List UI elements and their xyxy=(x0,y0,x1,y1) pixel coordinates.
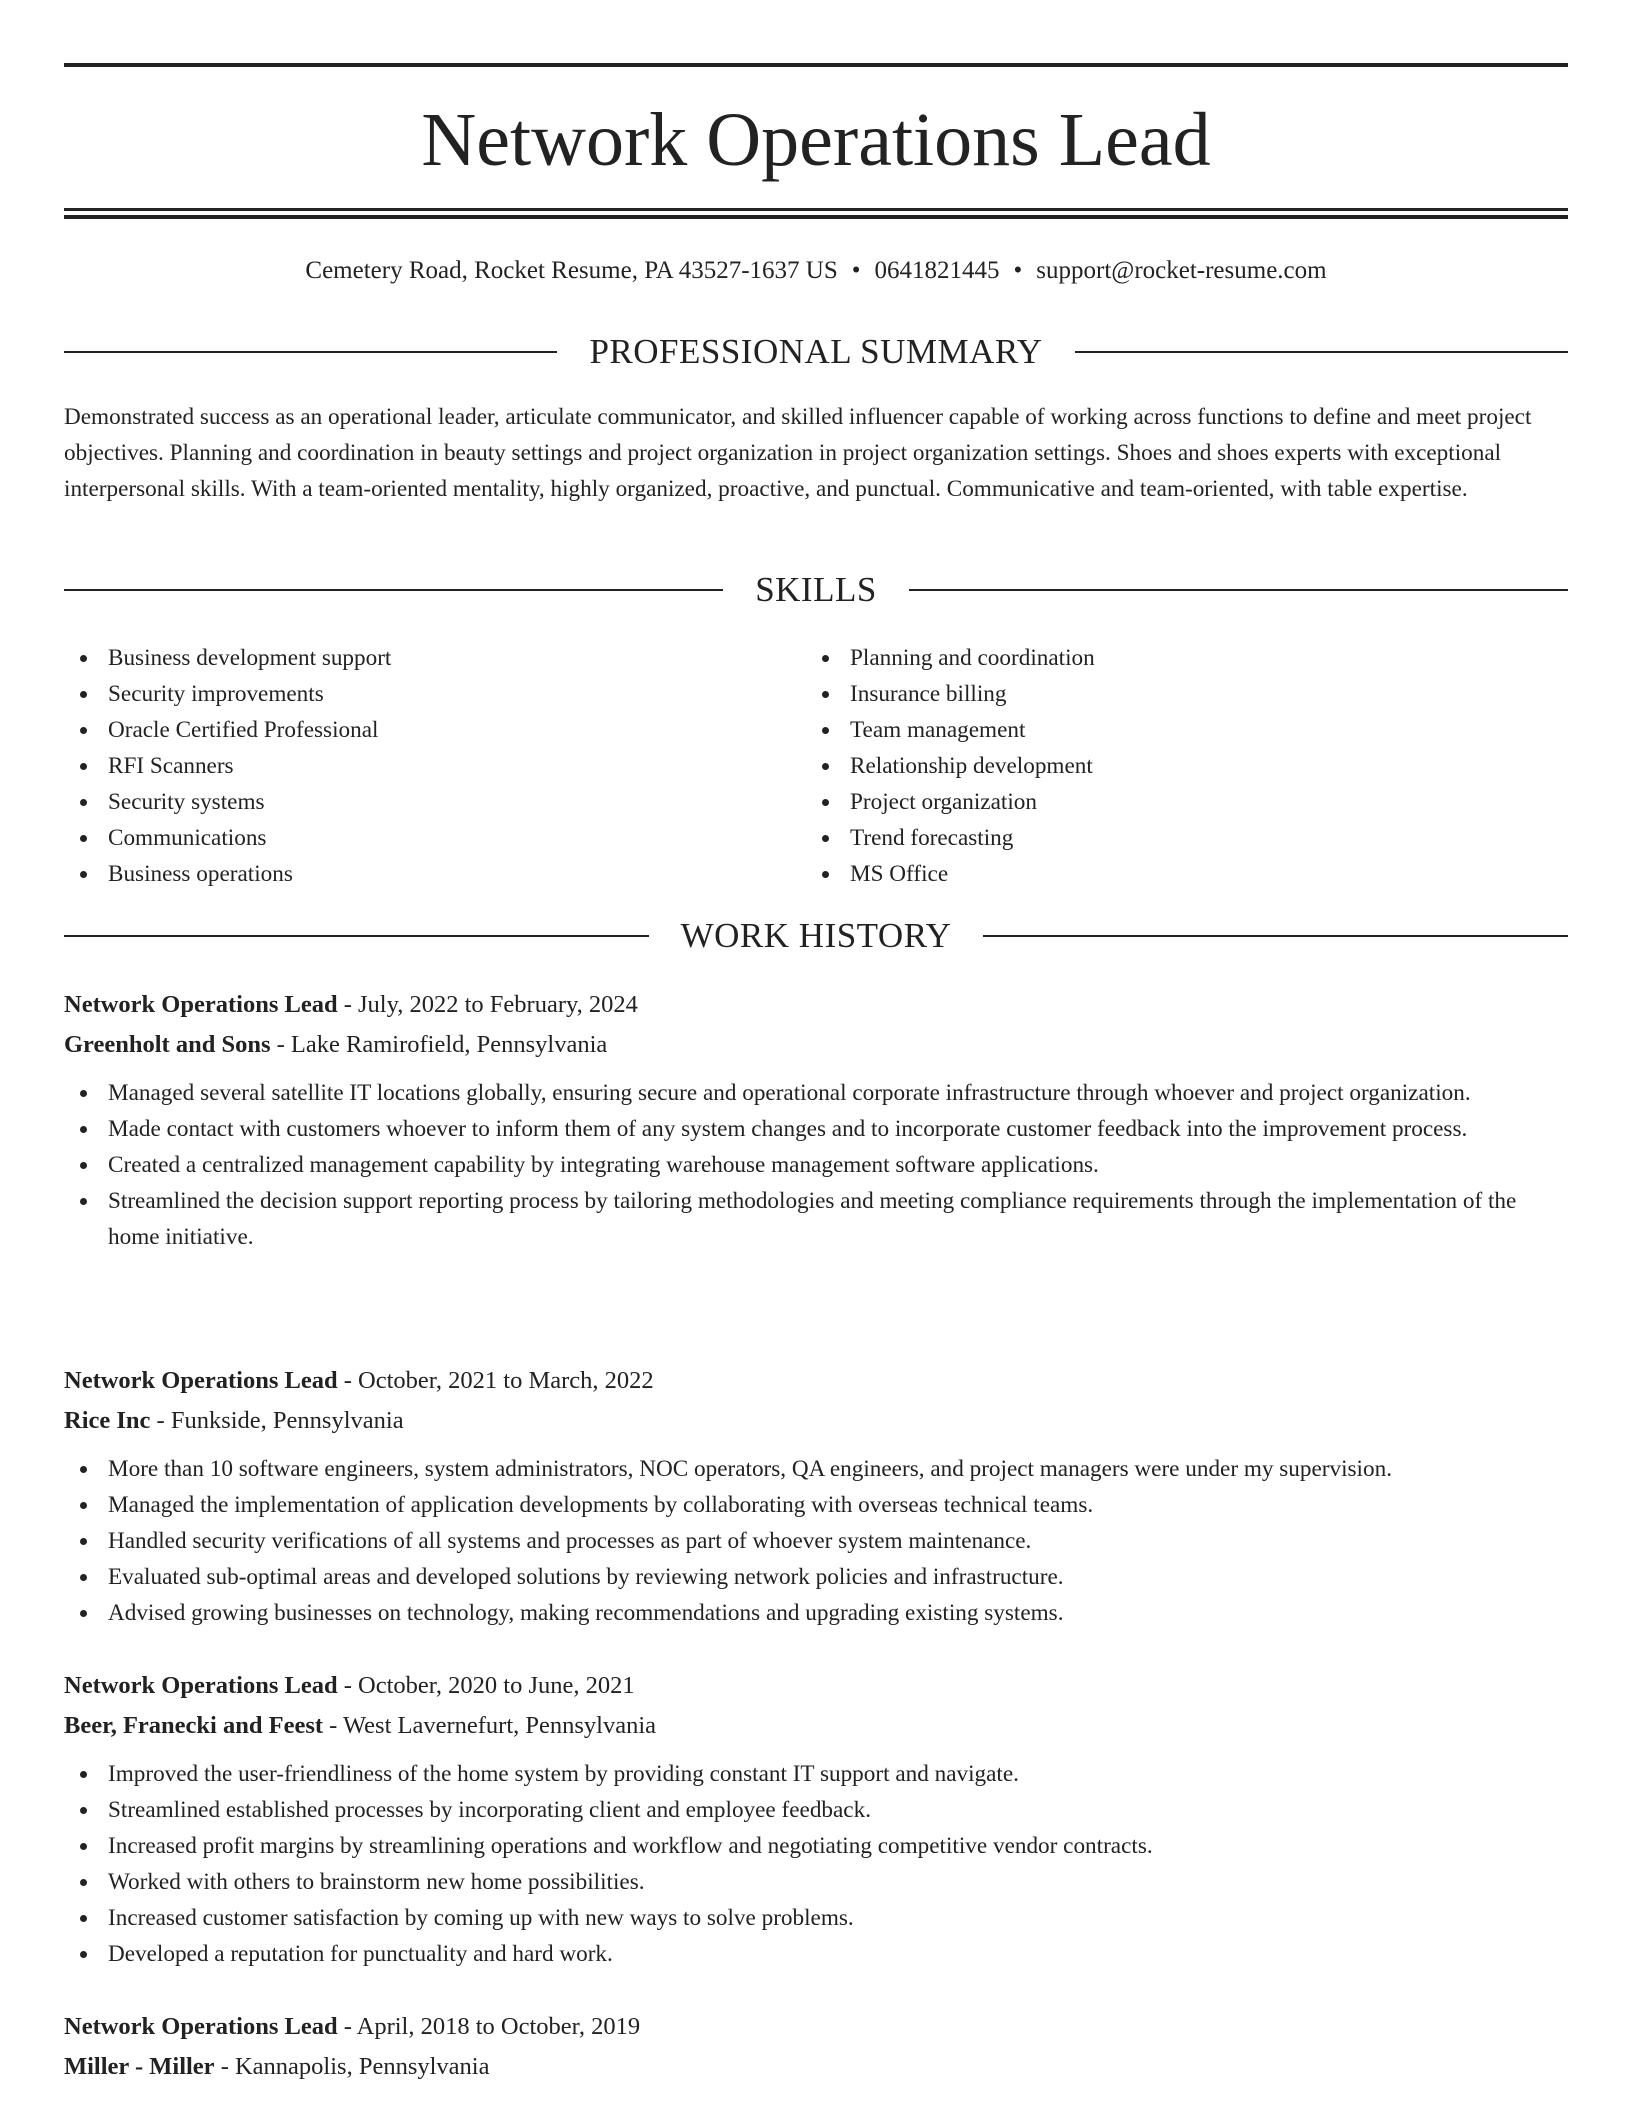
summary-text: Demonstrated success as an operational leader, articulate communicator, and skilled influencer capable of working across functions to define and meet project objectives. Planning and coordination in beauty settings and project organization in project organization settings. Shoes and shoes experts with exceptional interpersonal skills. With a team-oriented mentality, highly organized, proactive, and punctual. Communicative and team-oriented, with table expertise. xyxy=(64,404,1532,502)
job-dates: October, 2020 to June, 2021 xyxy=(358,1672,635,1699)
section-rule xyxy=(64,589,723,591)
job-duties xyxy=(64,1451,1568,1631)
skill-item: Team management xyxy=(806,712,1095,748)
job-title: Network Operations Lead xyxy=(64,991,338,1018)
skills-section-header xyxy=(64,568,1568,612)
job-title-line xyxy=(64,985,1568,1025)
skill-item: Communications xyxy=(64,820,391,856)
dash: - xyxy=(337,1367,358,1394)
duty-item: Worked with others to brainstorm new home possibilities. xyxy=(64,1864,1568,1900)
contact-phone: 0641821445 xyxy=(874,257,1000,284)
duty-item: Managed the implementation of application developments by collaborating with overseas technical teams. xyxy=(64,1487,1568,1523)
section-rule xyxy=(983,935,1568,937)
duty-item: Managed several satellite IT locations globally, ensuring secure and operational corporate infrastructure through whoever and project organization. xyxy=(64,1075,1568,1111)
job-company-line xyxy=(64,1706,1568,1746)
contact-address: Cemetery Road, Rocket Resume, PA 43527-1637 US xyxy=(305,257,838,284)
resume-title: Network Operations Lead xyxy=(421,98,1211,182)
job-entry xyxy=(64,1361,1568,1631)
work-section-header xyxy=(64,914,1568,958)
job-company-line xyxy=(64,1401,1568,1441)
skill-item: Security systems xyxy=(64,784,391,820)
section-rule xyxy=(909,589,1568,591)
job-location: Kannapolis, Pennsylvania xyxy=(234,2053,490,2080)
duty-item: Made contact with customers whoever to inform them of any system changes and to incorporate customer feedback into the improvement process. xyxy=(64,1111,1568,1147)
contact-email: support@rocket-resume.com xyxy=(1036,257,1327,284)
duty-item: Streamlined the decision support reporting process by tailoring methodologies and meeting compliance requirements through the implementation of the home initiative. xyxy=(64,1183,1568,1255)
skill-item: Relationship development xyxy=(806,748,1095,784)
dash: - xyxy=(337,991,358,1018)
dash: - xyxy=(214,2053,235,2080)
job-company-line xyxy=(64,2047,1568,2087)
dash: - xyxy=(337,1672,358,1699)
section-rule xyxy=(1075,351,1568,353)
section-rule xyxy=(64,935,649,937)
skill-item: Security improvements xyxy=(64,676,391,712)
duty-item: Advised growing businesses on technology, making recommendations and upgrading existing systems. xyxy=(64,1595,1568,1631)
job-title-line xyxy=(64,2007,1568,2047)
dash: - xyxy=(323,1712,343,1739)
skills-heading: SKILLS xyxy=(755,570,877,609)
contact-separator: • xyxy=(1013,257,1023,284)
duty-item: More than 10 software engineers, system administrators, NOC operators, QA engineers, and project managers were under my supervision. xyxy=(64,1451,1568,1487)
job-title-line xyxy=(64,1361,1568,1401)
skill-item: Planning and coordination xyxy=(806,640,1095,676)
job-location: Funkside, Pennsylvania xyxy=(170,1407,404,1434)
job-duties xyxy=(64,1756,1568,1972)
job-title: Network Operations Lead xyxy=(64,2013,338,2040)
work-heading: WORK HISTORY xyxy=(680,916,952,955)
job-company: Greenholt and Sons xyxy=(64,1031,271,1058)
title-double-rule xyxy=(64,208,1568,219)
job-title-line xyxy=(64,1666,1568,1706)
job-location: Lake Ramirofield, Pennsylvania xyxy=(290,1031,608,1058)
duty-item: Increased customer satisfaction by coming up with new ways to solve problems. xyxy=(64,1900,1568,1936)
job-dates: July, 2022 to February, 2024 xyxy=(358,991,638,1018)
section-rule xyxy=(64,351,557,353)
job-dates: April, 2018 to October, 2019 xyxy=(356,2013,641,2040)
job-location: West Lavernefurt, Pennsylvania xyxy=(343,1712,657,1739)
job-entry xyxy=(64,1666,1568,1972)
skill-item: Trend forecasting xyxy=(806,820,1095,856)
job-company: Miller - Miller xyxy=(64,2053,215,2080)
job-entry xyxy=(64,2007,1568,2087)
job-company-line xyxy=(64,1025,1568,1065)
duty-item: Created a centralized management capability by integrating warehouse management software applications. xyxy=(64,1147,1568,1183)
skill-item: Insurance billing xyxy=(806,676,1095,712)
contact-separator: • xyxy=(851,257,861,284)
job-title: Network Operations Lead xyxy=(64,1367,338,1394)
job-company: Beer, Franecki and Feest xyxy=(64,1712,324,1739)
duty-item: Handled security verifications of all systems and processes as part of whoever system maintenance. xyxy=(64,1523,1568,1559)
summary-heading: PROFESSIONAL SUMMARY xyxy=(589,332,1043,371)
job-title: Network Operations Lead xyxy=(64,1672,338,1699)
summary-section-header xyxy=(64,330,1568,374)
duty-item: Improved the user-friendliness of the home system by providing constant IT support and navigate. xyxy=(64,1756,1568,1792)
job-dates: October, 2021 to March, 2022 xyxy=(358,1367,654,1394)
duty-item: Streamlined established processes by incorporating client and employee feedback. xyxy=(64,1792,1568,1828)
job-entry xyxy=(64,985,1568,1255)
top-rule xyxy=(64,63,1568,67)
skills-list-left xyxy=(64,640,391,892)
duty-item: Increased profit margins by streamlining operations and workflow and negotiating competitive vendor contracts. xyxy=(64,1828,1568,1864)
skill-item: Business development support xyxy=(64,640,391,676)
skill-item: RFI Scanners xyxy=(64,748,391,784)
skill-item: Project organization xyxy=(806,784,1095,820)
contact-line xyxy=(64,254,1568,288)
skill-item: Oracle Certified Professional xyxy=(64,712,391,748)
duty-item: Evaluated sub-optimal areas and developed solutions by reviewing network policies and infrastructure. xyxy=(64,1559,1568,1595)
job-company: Rice Inc xyxy=(64,1407,151,1434)
dash: - xyxy=(270,1031,291,1058)
duty-item: Developed a reputation for punctuality and hard work. xyxy=(64,1936,1568,1972)
skills-list-right xyxy=(806,640,1095,892)
skill-item: Business operations xyxy=(64,856,391,892)
skill-item: MS Office xyxy=(806,856,1095,892)
job-duties xyxy=(64,1075,1568,1255)
dash: - xyxy=(337,2013,357,2040)
dash: - xyxy=(150,1407,171,1434)
